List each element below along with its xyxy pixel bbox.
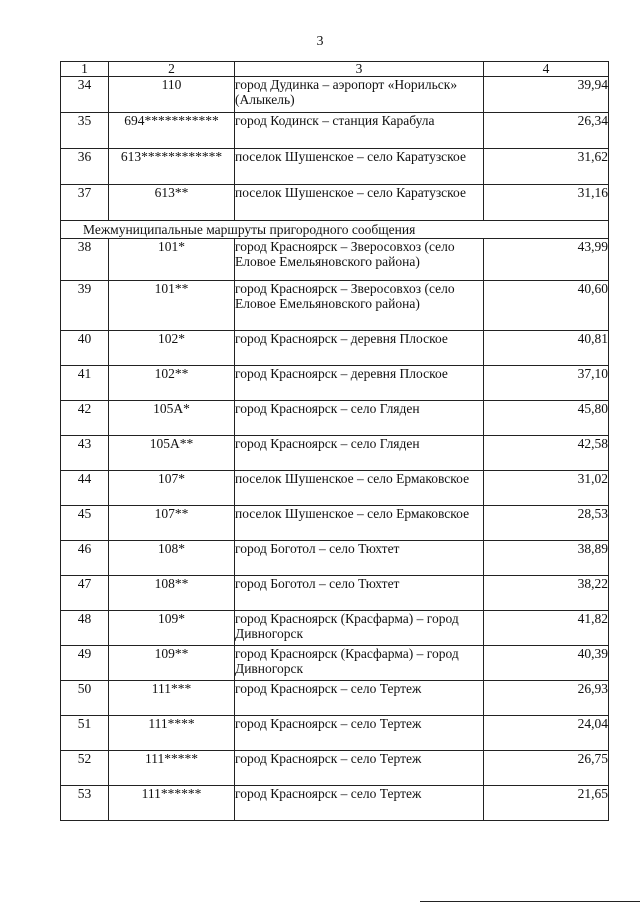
route-name: город Красноярск – село Гляден [235, 401, 484, 436]
route-code: 102** [109, 366, 235, 401]
row-number: 43 [61, 436, 109, 471]
route-name: город Красноярск – село Тертеж [235, 786, 484, 821]
route-code: 101* [109, 239, 235, 281]
route-name: поселок Шушенское – село Ермаковское [235, 506, 484, 541]
route-cost: 41,82 [484, 611, 609, 646]
route-code: 105А* [109, 401, 235, 436]
route-cost: 26,34 [484, 113, 609, 149]
route-code: 105А** [109, 436, 235, 471]
route-code: 102* [109, 331, 235, 366]
header-col-2: 2 [109, 62, 235, 77]
table-row [61, 149, 609, 185]
row-number: 38 [61, 239, 109, 281]
route-name: город Красноярск – село Тертеж [235, 751, 484, 786]
route-cost: 26,93 [484, 681, 609, 716]
table-row [61, 281, 609, 331]
table-header-row [61, 62, 609, 77]
route-cost: 38,22 [484, 576, 609, 611]
table-row [61, 401, 609, 436]
route-cost: 38,89 [484, 541, 609, 576]
route-name: город Боготол – село Тюхтет [235, 576, 484, 611]
route-code: 107** [109, 506, 235, 541]
route-code: 111***** [109, 751, 235, 786]
table-row [61, 471, 609, 506]
route-name: город Красноярск – деревня Плоское [235, 366, 484, 401]
route-code: 111**** [109, 716, 235, 751]
route-code: 108* [109, 541, 235, 576]
route-cost: 26,75 [484, 751, 609, 786]
route-code: 613** [109, 185, 235, 221]
route-code: 109** [109, 646, 235, 681]
row-number: 42 [61, 401, 109, 436]
route-cost: 40,39 [484, 646, 609, 681]
route-name: город Красноярск – деревня Плоское [235, 331, 484, 366]
table-row [61, 681, 609, 716]
table-row [61, 331, 609, 366]
route-cost: 24,04 [484, 716, 609, 751]
route-cost: 31,02 [484, 471, 609, 506]
table-row [61, 77, 609, 113]
row-number: 53 [61, 786, 109, 821]
row-number: 46 [61, 541, 109, 576]
route-name: город Красноярск – село Тертеж [235, 716, 484, 751]
route-code: 101** [109, 281, 235, 331]
route-name: город Красноярск (Красфарма) – город Дивногорск [235, 611, 484, 646]
row-number: 48 [61, 611, 109, 646]
route-name: поселок Шушенское – село Ермаковское [235, 471, 484, 506]
route-cost: 42,58 [484, 436, 609, 471]
route-cost: 40,60 [484, 281, 609, 331]
row-number: 40 [61, 331, 109, 366]
route-cost: 40,81 [484, 331, 609, 366]
route-name: город Боготол – село Тюхтет [235, 541, 484, 576]
table-row [61, 366, 609, 401]
route-code: 111*** [109, 681, 235, 716]
header-col-1: 1 [61, 62, 109, 77]
footer-rule [420, 901, 640, 902]
row-number: 50 [61, 681, 109, 716]
route-cost: 37,10 [484, 366, 609, 401]
route-cost: 39,94 [484, 77, 609, 113]
route-name: город Дудинка – аэропорт «Норильск» (Алыкель) [235, 77, 484, 113]
route-code: 108** [109, 576, 235, 611]
row-number: 41 [61, 366, 109, 401]
table-row [61, 751, 609, 786]
table-row [61, 239, 609, 281]
row-number: 37 [61, 185, 109, 221]
table-row [61, 786, 609, 821]
route-cost: 28,53 [484, 506, 609, 541]
header-col-3: 3 [235, 62, 484, 77]
route-name: город Красноярск (Красфарма) – город Дивногорск [235, 646, 484, 681]
route-cost: 43,99 [484, 239, 609, 281]
row-number: 52 [61, 751, 109, 786]
row-number: 39 [61, 281, 109, 331]
table-row [61, 576, 609, 611]
table-row [61, 185, 609, 221]
row-number: 35 [61, 113, 109, 149]
row-number: 34 [61, 77, 109, 113]
row-number: 44 [61, 471, 109, 506]
section-title: Межмуниципальные маршруты пригородного сообщения [61, 221, 609, 239]
route-code: 109* [109, 611, 235, 646]
route-cost: 31,16 [484, 185, 609, 221]
row-number: 47 [61, 576, 109, 611]
row-number: 49 [61, 646, 109, 681]
route-name: город Красноярск – Зверосовхоз (село Еловое Емельяновского района) [235, 239, 484, 281]
header-col-4: 4 [484, 62, 609, 77]
route-name: поселок Шушенское – село Каратузское [235, 185, 484, 221]
route-code: 107* [109, 471, 235, 506]
route-name: город Красноярск – село Тертеж [235, 681, 484, 716]
table-row [61, 541, 609, 576]
row-number: 51 [61, 716, 109, 751]
row-number: 36 [61, 149, 109, 185]
row-number: 45 [61, 506, 109, 541]
route-code: 111****** [109, 786, 235, 821]
route-name: поселок Шушенское – село Каратузское [235, 149, 484, 185]
route-name: город Красноярск – село Гляден [235, 436, 484, 471]
route-code: 694*********** [109, 113, 235, 149]
route-name: город Красноярск – Зверосовхоз (село Еловое Емельяновского района) [235, 281, 484, 331]
route-cost: 31,62 [484, 149, 609, 185]
table-row [61, 646, 609, 681]
route-code: 110 [109, 77, 235, 113]
table-row [61, 113, 609, 149]
route-code: 613************ [109, 149, 235, 185]
route-cost: 21,65 [484, 786, 609, 821]
route-cost: 45,80 [484, 401, 609, 436]
table-row [61, 436, 609, 471]
route-name: город Кодинск – станция Карабула [235, 113, 484, 149]
table-row [61, 611, 609, 646]
routes-table [60, 61, 609, 821]
section-row [61, 221, 609, 239]
table-row [61, 716, 609, 751]
table-row [61, 506, 609, 541]
page-number: 3 [316, 34, 324, 49]
